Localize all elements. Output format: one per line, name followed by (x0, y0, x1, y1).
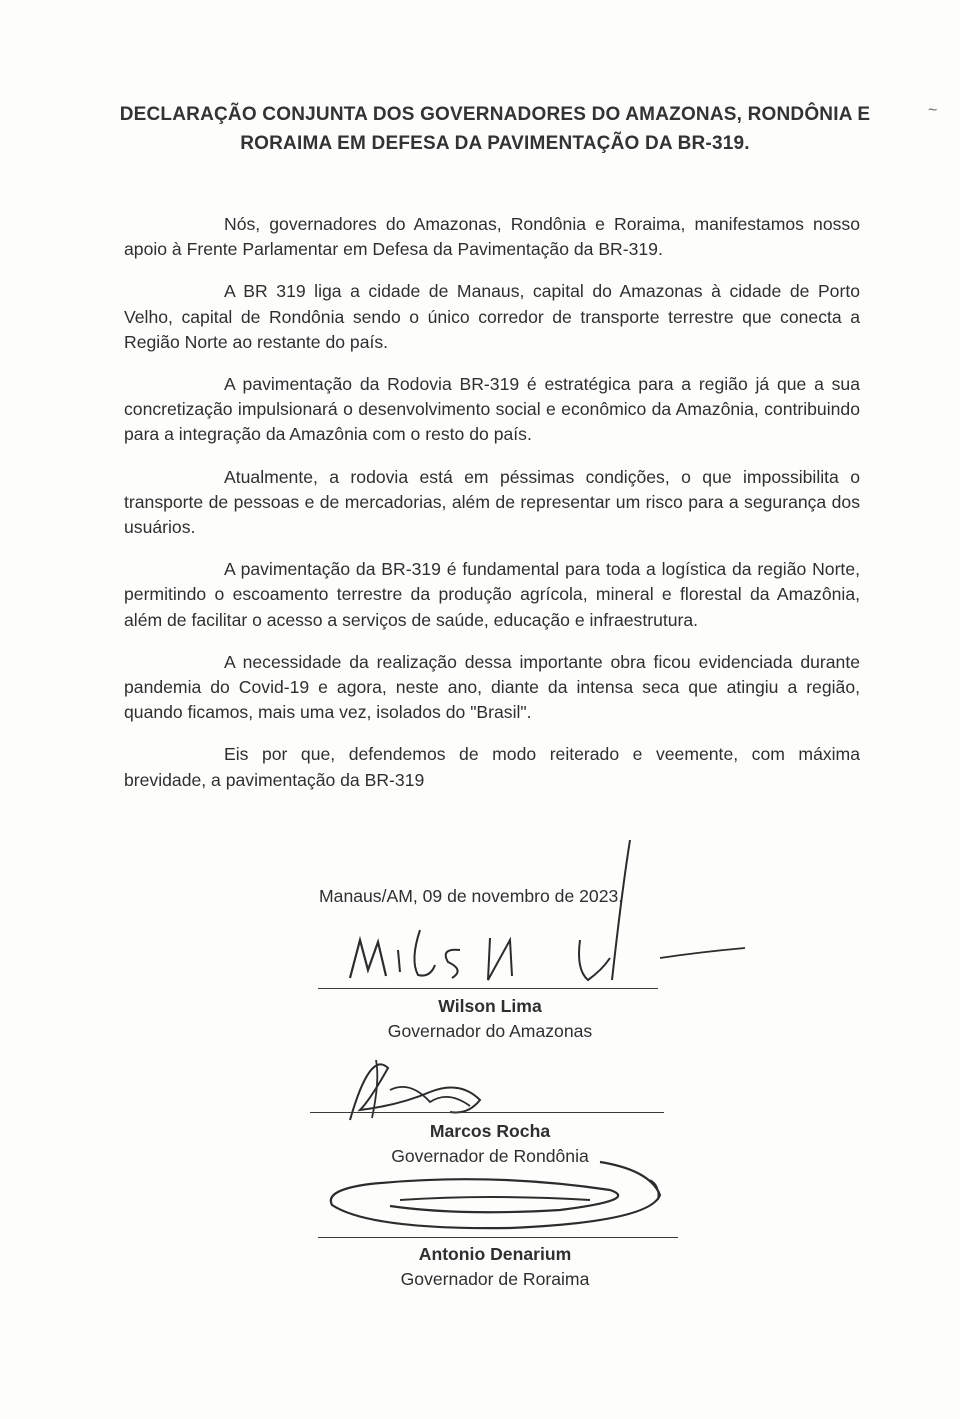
signatory-role: Governador de Roraima (400, 1269, 590, 1289)
paragraph: Nós, governadores do Amazonas, Rondônia e Roraima, manifestamos nosso apoio à Frente Parlamentar em Defesa da Pavimentação da BR-319. (124, 214, 860, 260)
signatory-name: Wilson Lima (438, 996, 542, 1016)
paragraph: A BR 319 liga a cidade de Manaus, capital do Amazonas à cidade de Porto Velho, capital de Rondônia sendo o único corredor de transporte terrestre que conecta a Região Norte ao restante do país. (124, 281, 860, 352)
title-line-2: RORAIMA EM DEFESA DA PAVIMENTAÇÃO DA BR-319. (240, 133, 750, 154)
paragraph: A necessidade da realização dessa importante obra ficou evidenciada durante pandemia do Covid-19 e agora, neste ano, diante da intensa seca que atingiu a região, quando ficamos, mais uma vez, isolados do "Brasil". (124, 651, 860, 723)
signature-line (318, 988, 658, 989)
signature-antonio-denarium (310, 1150, 680, 1245)
date-line: Manaus/AM, 09 de novembro de 2023. (319, 886, 624, 906)
signatory-role: Governador do Amazonas (387, 1021, 593, 1041)
paragraph: A pavimentação da Rodovia BR-319 é estratégica para a região já que a sua concretização impulsionará o desenvolvimento social e econômico da Amazônia, contribuindo para a integração da Amazônia com o resto do país. (124, 374, 860, 445)
signatory-name: Antonio Denarium (418, 1244, 572, 1264)
signature-line (310, 1112, 664, 1113)
signatory-block (310, 1242, 680, 1292)
paragraph: Eis por que, defendemos de modo reiterado e veemente, com máxima brevidade, a pavimentação da BR-319 (124, 744, 860, 790)
signature-marcos-rocha (330, 1030, 530, 1130)
paragraph: A pavimentação da BR-319 é fundamental para toda a logística da região Norte, permitindo o escoamento terrestre da produção agrícola, mineral e florestal da Amazônia, além de facilitar o acesso a serviços de saúde, educação e infraestrutura. (124, 559, 860, 630)
document-title (100, 100, 890, 158)
paragraph: Atualmente, a rodovia está em péssimas condições, o que impossibilita o transporte de pessoas e de mercadorias, além de representar um risco para a segurança dos usuários. (124, 466, 860, 538)
signature-line (318, 1237, 678, 1238)
document-body (124, 212, 860, 810)
signatory-role: Governador de Rondônia (391, 1146, 589, 1166)
signatory-name: Marcos Rocha (429, 1121, 551, 1141)
title-line-1: DECLARAÇÃO CONJUNTA DOS GOVERNADORES DO AMAZONAS, RONDÔNIA E (119, 104, 871, 125)
signature-wilson-lima (340, 830, 760, 990)
corner-mark: ~ (928, 102, 938, 119)
